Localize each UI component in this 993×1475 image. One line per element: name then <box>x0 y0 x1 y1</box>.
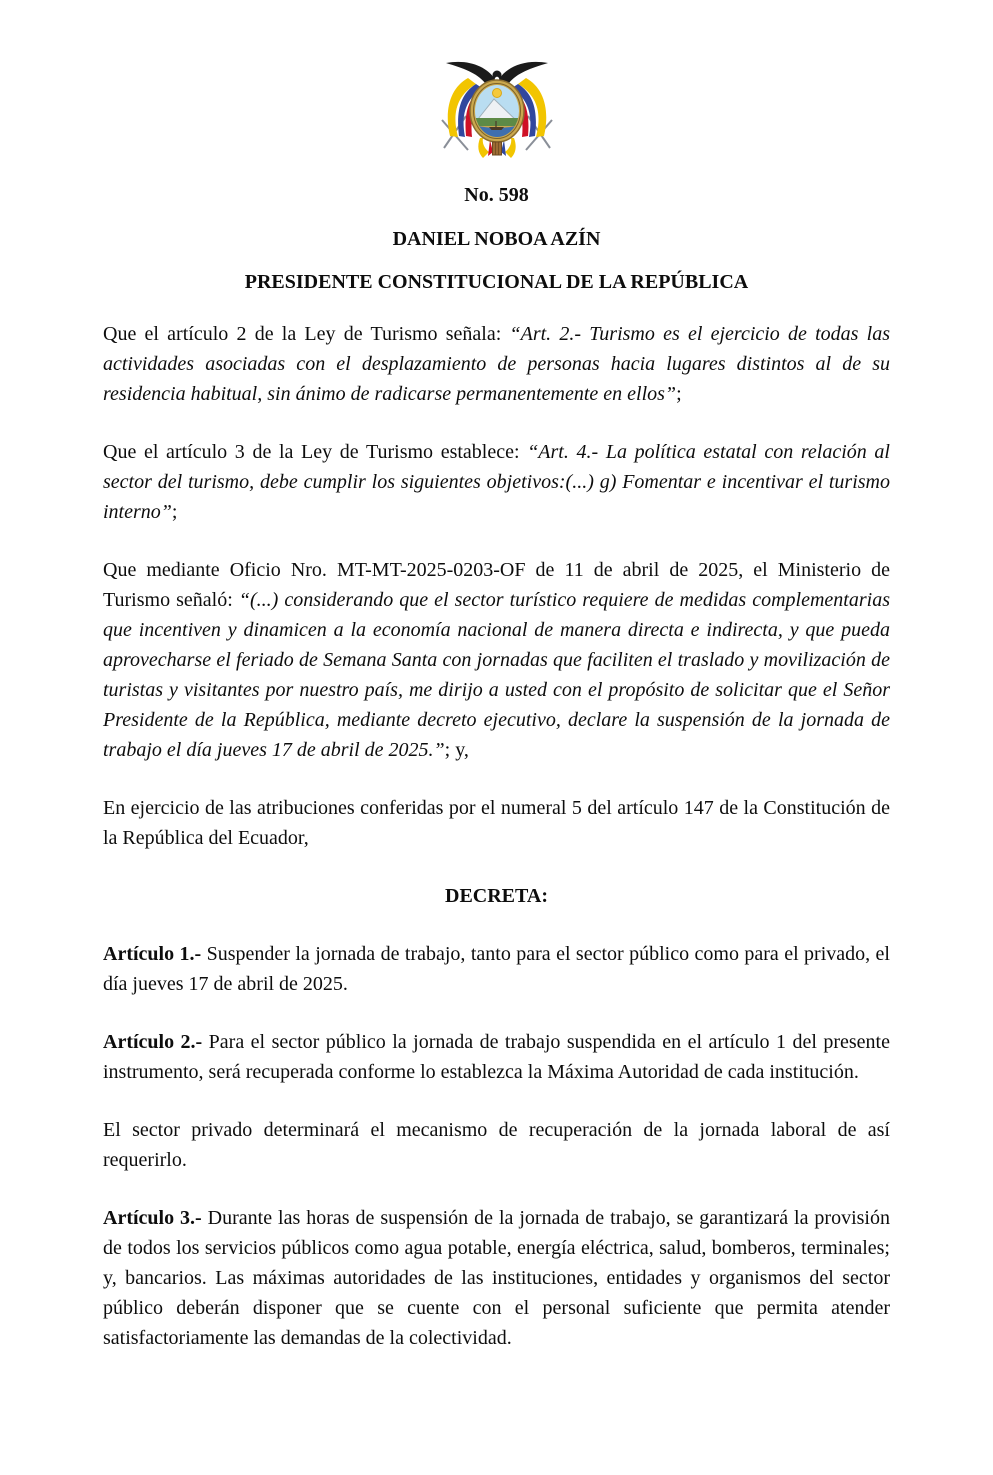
article-2-label: Artículo 2.- <box>103 1031 203 1053</box>
article-3-text: Durante las horas de suspensión de la jornada de trabajo, se garantizará la provisión de todos los servicios públicos como agua potable, energía eléctrica, salud, bomberos, terminales; y, bancarios. Las máximas autoridades de las instituciones, entidades y organismos del sector público deberán disponer que se cuente con el personal suficiente que permita atender satisfactoriamente las demandas de la colectividad. <box>103 1207 890 1349</box>
president-name: DANIEL NOBOA AZÍN <box>392 228 601 250</box>
article-1-text: Suspender la jornada de trabajo, tanto para el sector público como para el privado, el día jueves 17 de abril de 2025. <box>103 943 890 995</box>
decree-number: No. 598 <box>464 184 529 206</box>
decree-heading: DECRETA: <box>445 885 548 907</box>
recital-1-quote: “Art. 2.- Turismo es el ejercicio de todas las actividades asociadas con el desplazamiento de personas hacia lugares distintos al de su residencia habitual, sin ánimo de radicarse permanentemente en ellos” <box>103 323 891 405</box>
recital-2-tail: ; <box>171 501 178 523</box>
recital-2-lead: Que el artículo 3 de la Ley de Turismo establece: <box>103 441 528 463</box>
recital-2-quote: “Art. 4.- La política estatal con relación al sector del turismo, debe cumplir los siguientes objetivos:(...) g) Fomentar e incentivar el turismo interno” <box>103 441 890 523</box>
recital-paragraph-2 <box>103 437 890 527</box>
private-sector-paragraph: El sector privado determinará el mecanismo de recuperación de la jornada laboral de así requerirlo. <box>103 1119 890 1171</box>
president-title: PRESIDENTE CONSTITUCIONAL DE LA REPÚBLICA <box>244 271 749 293</box>
article-2-paragraph <box>103 1027 890 1087</box>
article-3-label: Artículo 3.- <box>103 1207 202 1229</box>
preamble-paragraph: En ejercicio de las atribuciones conferidas por el numeral 5 del artículo 147 de la Constitución de la República del Ecuador, <box>103 797 890 849</box>
article-1-label: Artículo 1.- <box>103 943 202 965</box>
recital-3-quote: “(...) considerando que el sector turístico requiere de medidas complementarias que incentiven y dinamicen a la economía nacional de manera directa e indirecta, y que pueda aprovecharse el feriado de Semana Santa con jornadas que faciliten el traslado y movilización de turistas y visitantes por nuestro país, me dirijo a usted con el propósito de solicitar que el Señor Presidente de la República, mediante decreto ejecutivo, declare la suspensión de la jornada de trabajo el día jueves 17 de abril de 2025.” <box>103 589 890 761</box>
ecuador-coat-of-arms <box>432 58 562 162</box>
recital-3-lead: Que mediante Oficio Nro. MT-MT-2025-0203-OF de 11 de abril de 2025, el Ministerio de Turismo señaló: <box>103 559 890 611</box>
recital-3-tail: ; y, <box>444 739 469 761</box>
ecuador-coat-of-arms-icon <box>432 58 562 162</box>
recital-1-lead: Que el artículo 2 de la Ley de Turismo señala: <box>103 323 510 345</box>
article-1-paragraph <box>103 939 890 999</box>
recital-paragraph-1 <box>103 319 890 409</box>
recital-paragraph-3 <box>103 555 890 765</box>
recital-1-tail: ; <box>676 383 682 405</box>
article-2-text: Para el sector público la jornada de trabajo suspendida en el artículo 1 del presente instrumento, será recuperada conforme lo establezca la Máxima Autoridad de cada institución. <box>103 1031 890 1083</box>
article-3-paragraph <box>103 1203 890 1353</box>
